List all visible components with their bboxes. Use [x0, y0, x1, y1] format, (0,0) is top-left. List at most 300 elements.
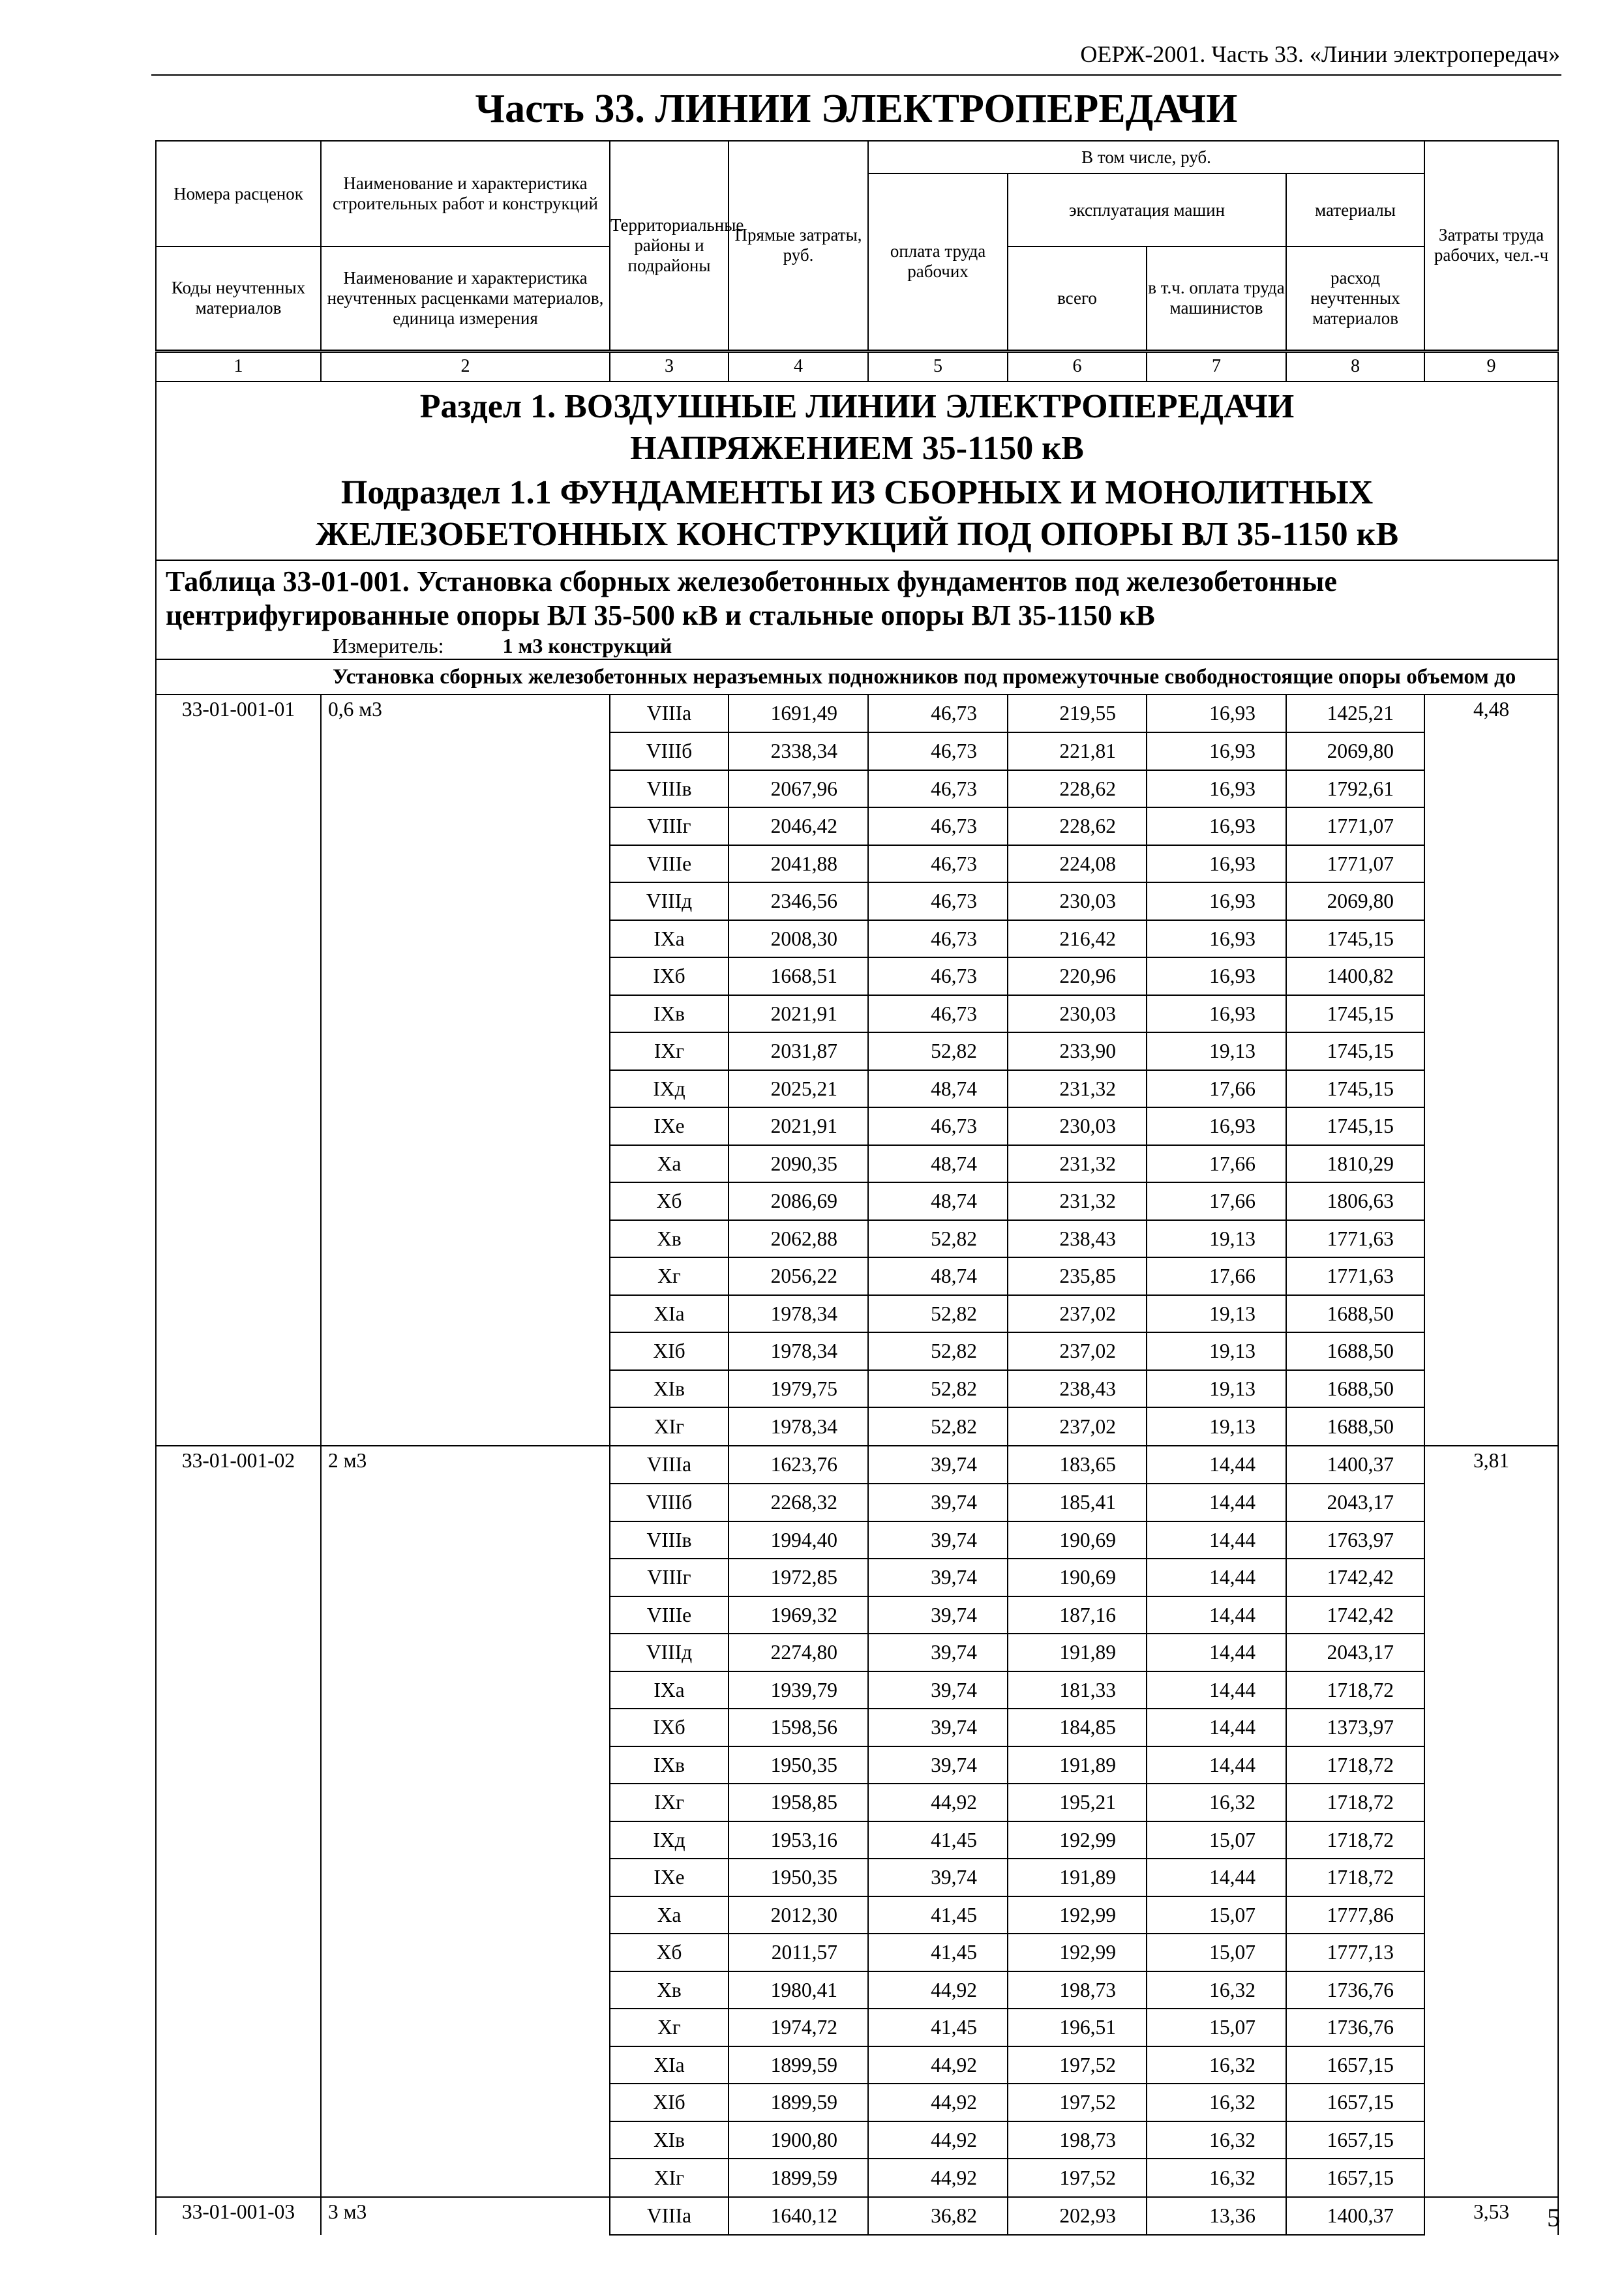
direct-costs: 1950,35 [729, 1746, 868, 1784]
worker-pay: 52,82 [868, 1407, 1008, 1446]
measure-label: Измеритель: [333, 633, 444, 657]
rate-code [156, 1821, 321, 1859]
machines-total: 198,73 [1008, 2121, 1147, 2159]
table-row [156, 1821, 1558, 1859]
work-volume [321, 1634, 610, 1671]
table-row [156, 882, 1558, 920]
labor-costs [1424, 1784, 1558, 1821]
table-row [156, 807, 1558, 845]
rate-code [156, 2009, 321, 2046]
table-row [156, 1446, 1558, 1484]
machinist-pay: 14,44 [1147, 1559, 1286, 1596]
machines-total: 231,32 [1008, 1182, 1147, 1220]
work-volume [321, 2159, 610, 2197]
work-volume [321, 920, 610, 958]
table-row [156, 1107, 1558, 1145]
work-description: Установка сборных железобетонных неразъемных подножников под промежуточные свободностоящие опоры объемом до [156, 659, 1558, 695]
work-volume [321, 770, 610, 808]
territorial-region: Xг [610, 1257, 729, 1295]
worker-pay: 39,74 [868, 1521, 1008, 1559]
table-row [156, 2121, 1558, 2159]
machinist-pay: 16,93 [1147, 695, 1286, 733]
table-body [156, 382, 1558, 2236]
rate-code [156, 882, 321, 920]
labor-costs [1424, 957, 1558, 995]
materials-cost: 1777,13 [1286, 1934, 1424, 1971]
materials-cost: 1688,50 [1286, 1370, 1424, 1408]
work-volume [321, 1295, 610, 1333]
labor-costs [1424, 2046, 1558, 2084]
column-number: 6 [1008, 351, 1147, 382]
table-row [156, 1971, 1558, 2009]
header-material-names: Наименование и характеристика неучтенных расценками материалов, единица измерения [321, 247, 610, 351]
machines-total: 191,89 [1008, 1859, 1147, 1896]
worker-pay: 39,74 [868, 1484, 1008, 1521]
table-row [156, 1559, 1558, 1596]
machines-total: 216,42 [1008, 920, 1147, 958]
table-row [156, 1407, 1558, 1446]
table-row [156, 1671, 1558, 1709]
direct-costs: 1958,85 [729, 1784, 868, 1821]
direct-costs: 2346,56 [729, 882, 868, 920]
rate-code [156, 1971, 321, 2009]
column-number: 7 [1147, 351, 1286, 382]
machinist-pay: 19,13 [1147, 1332, 1286, 1370]
materials-cost: 1400,37 [1286, 2197, 1424, 2236]
worker-pay: 46,73 [868, 695, 1008, 733]
work-volume [321, 1220, 610, 1258]
direct-costs: 1668,51 [729, 957, 868, 995]
materials-cost: 1742,42 [1286, 1559, 1424, 1596]
territorial-region: IXе [610, 1107, 729, 1145]
worker-pay: 46,73 [868, 1107, 1008, 1145]
machines-total: 202,93 [1008, 2197, 1147, 2236]
direct-costs: 1899,59 [729, 2046, 868, 2084]
rates-table [155, 140, 1559, 2236]
materials-cost: 1771,63 [1286, 1257, 1424, 1295]
labor-costs [1424, 1859, 1558, 1896]
table-row [156, 1896, 1558, 1934]
work-volume [321, 1257, 610, 1295]
labor-costs [1424, 1484, 1558, 1521]
materials-cost: 1400,37 [1286, 1446, 1424, 1484]
work-volume [321, 1521, 610, 1559]
table-row [156, 2159, 1558, 2197]
labor-costs [1424, 1971, 1558, 2009]
territorial-region: VIIIе [610, 845, 729, 883]
direct-costs: 1950,35 [729, 1859, 868, 1896]
rate-code [156, 1484, 321, 1521]
territorial-region: XIв [610, 1370, 729, 1408]
worker-pay: 46,73 [868, 732, 1008, 770]
column-number: 8 [1286, 351, 1424, 382]
header-labor-costs: Затраты труда рабочих, чел.-ч [1424, 141, 1558, 351]
territorial-region: VIIIд [610, 882, 729, 920]
materials-cost: 1745,15 [1286, 1032, 1424, 1070]
machinist-pay: 17,66 [1147, 1070, 1286, 1108]
worker-pay: 52,82 [868, 1370, 1008, 1408]
work-volume [321, 1821, 610, 1859]
worker-pay: 44,92 [868, 2084, 1008, 2121]
work-volume [321, 2084, 610, 2121]
table-row [156, 1484, 1558, 1521]
table-row [156, 2046, 1558, 2084]
machines-total: 238,43 [1008, 1220, 1147, 1258]
work-volume [321, 1559, 610, 1596]
labor-costs [1424, 770, 1558, 808]
worker-pay: 44,92 [868, 2046, 1008, 2084]
page-title: Часть 33. ЛИНИИ ЭЛЕКТРОПЕРЕДАЧИ [475, 87, 1238, 131]
rate-code [156, 770, 321, 808]
machines-total: 185,41 [1008, 1484, 1147, 1521]
materials-cost: 1810,29 [1286, 1145, 1424, 1183]
machinist-pay: 17,66 [1147, 1257, 1286, 1295]
rate-code [156, 995, 321, 1033]
machines-total: 192,99 [1008, 1934, 1147, 1971]
territorial-region: XIв [610, 2121, 729, 2159]
rate-code [156, 2121, 321, 2159]
direct-costs: 2021,91 [729, 995, 868, 1033]
machinist-pay: 15,07 [1147, 1934, 1286, 1971]
rate-code [156, 1070, 321, 1108]
labor-costs [1424, 1257, 1558, 1295]
labor-costs [1424, 882, 1558, 920]
direct-costs: 2041,88 [729, 845, 868, 883]
machines-total: 220,96 [1008, 957, 1147, 995]
rate-code [156, 1559, 321, 1596]
direct-costs: 1899,59 [729, 2084, 868, 2121]
worker-pay: 41,45 [868, 1896, 1008, 1934]
labor-costs [1424, 1295, 1558, 1333]
table-row [156, 1032, 1558, 1070]
labor-costs [1424, 1107, 1558, 1145]
rate-code [156, 1596, 321, 1634]
direct-costs: 2012,30 [729, 1896, 868, 1934]
table-row [156, 2009, 1558, 2046]
header-territorial-regions: Территориальные районы и подрайоны [610, 141, 729, 351]
machines-total: 183,65 [1008, 1446, 1147, 1484]
rate-code [156, 1671, 321, 1709]
territorial-region: Xа [610, 1145, 729, 1183]
worker-pay: 46,73 [868, 920, 1008, 958]
territorial-region: Xв [610, 1220, 729, 1258]
machines-total: 197,52 [1008, 2084, 1147, 2121]
table-row [156, 2197, 1558, 2236]
work-volume [321, 1370, 610, 1408]
machines-total: 196,51 [1008, 2009, 1147, 2046]
territorial-region: Xб [610, 1934, 729, 1971]
machines-total: 231,32 [1008, 1145, 1147, 1183]
worker-pay: 48,74 [868, 1182, 1008, 1220]
worker-pay: 44,92 [868, 2159, 1008, 2197]
header-work-name: Наименование и характеристика строительных работ и конструкций [321, 141, 610, 247]
direct-costs: 2338,34 [729, 732, 868, 770]
machinist-pay: 16,93 [1147, 882, 1286, 920]
rate-code [156, 1709, 321, 1746]
territorial-region: Xа [610, 1896, 729, 1934]
rate-code [156, 1145, 321, 1183]
rate-code [156, 1220, 321, 1258]
worker-pay: 39,74 [868, 1671, 1008, 1709]
direct-costs: 1939,79 [729, 1671, 868, 1709]
work-volume [321, 2121, 610, 2159]
worker-pay: 44,92 [868, 1784, 1008, 1821]
work-volume [321, 1484, 610, 1521]
table-header [156, 141, 1558, 382]
labor-costs [1424, 1220, 1558, 1258]
machines-total: 191,89 [1008, 1634, 1147, 1671]
column-number: 5 [868, 351, 1008, 382]
direct-costs: 1994,40 [729, 1521, 868, 1559]
labor-costs [1424, 1370, 1558, 1408]
machinist-pay: 19,13 [1147, 1370, 1286, 1408]
machines-total: 237,02 [1008, 1295, 1147, 1333]
labor-costs [1424, 920, 1558, 958]
territorial-region: VIIIг [610, 1559, 729, 1596]
machines-total: 233,90 [1008, 1032, 1147, 1070]
materials-cost: 1745,15 [1286, 1070, 1424, 1108]
labor-costs [1424, 1145, 1558, 1183]
territorial-region: IXб [610, 1709, 729, 1746]
direct-costs: 2046,42 [729, 807, 868, 845]
territorial-region: IXе [610, 1859, 729, 1896]
table-row [156, 995, 1558, 1033]
materials-cost: 2043,17 [1286, 1484, 1424, 1521]
direct-costs: 1640,12 [729, 2197, 868, 2236]
labor-costs [1424, 2159, 1558, 2197]
materials-cost: 1777,86 [1286, 1896, 1424, 1934]
territorial-region: XIа [610, 2046, 729, 2084]
table-row [156, 1182, 1558, 1220]
worker-pay: 36,82 [868, 2197, 1008, 2236]
table-row [156, 1295, 1558, 1333]
direct-costs: 1953,16 [729, 1821, 868, 1859]
territorial-region: IXд [610, 1070, 729, 1108]
labor-costs [1424, 1559, 1558, 1596]
territorial-region: IXв [610, 1746, 729, 1784]
rate-code [156, 1370, 321, 1408]
rate-code [156, 1784, 321, 1821]
territorial-region: VIIIа [610, 1446, 729, 1484]
direct-costs: 1980,41 [729, 1971, 868, 2009]
machines-total: 230,03 [1008, 1107, 1147, 1145]
materials-cost: 1742,42 [1286, 1596, 1424, 1634]
territorial-region: VIIIг [610, 807, 729, 845]
header-material-consumption: расход неучтенных материалов [1286, 247, 1424, 351]
rate-code: 33-01-001-02 [156, 1446, 321, 1484]
territorial-region: Xг [610, 2009, 729, 2046]
worker-pay: 52,82 [868, 1332, 1008, 1370]
materials-cost: 2069,80 [1286, 732, 1424, 770]
machines-total: 231,32 [1008, 1070, 1147, 1108]
rate-code [156, 1107, 321, 1145]
rate-code [156, 732, 321, 770]
worker-pay: 52,82 [868, 1220, 1008, 1258]
table-row [156, 1596, 1558, 1634]
direct-costs: 1691,49 [729, 695, 868, 733]
work-volume [321, 1182, 610, 1220]
materials-cost: 1718,72 [1286, 1746, 1424, 1784]
machines-total: 181,33 [1008, 1671, 1147, 1709]
territorial-region: IXв [610, 995, 729, 1033]
worker-pay: 46,73 [868, 882, 1008, 920]
machines-total: 228,62 [1008, 807, 1147, 845]
materials-cost: 1718,72 [1286, 1821, 1424, 1859]
labor-costs [1424, 1407, 1558, 1446]
direct-costs: 1972,85 [729, 1559, 868, 1596]
column-number: 1 [156, 351, 321, 382]
machines-total: 187,16 [1008, 1596, 1147, 1634]
work-volume [321, 1896, 610, 1934]
rate-code: 33-01-001-03 [156, 2197, 321, 2236]
machinist-pay: 16,93 [1147, 732, 1286, 770]
table-row [156, 920, 1558, 958]
column-number: 3 [610, 351, 729, 382]
labor-costs [1424, 2084, 1558, 2121]
labor-costs [1424, 1521, 1558, 1559]
materials-cost: 1657,15 [1286, 2159, 1424, 2197]
work-volume [321, 882, 610, 920]
machines-total: 184,85 [1008, 1709, 1147, 1746]
worker-pay: 52,82 [868, 1032, 1008, 1070]
machinist-pay: 16,32 [1147, 2121, 1286, 2159]
running-header: ОЕРЖ-2001. Часть 33. «Линии электропередач» [1080, 41, 1560, 67]
column-number: 4 [729, 351, 868, 382]
machinist-pay: 17,66 [1147, 1182, 1286, 1220]
work-volume [321, 1145, 610, 1183]
header-material-codes: Коды неучтенных материалов [156, 247, 321, 351]
labor-costs [1424, 807, 1558, 845]
work-volume [321, 1596, 610, 1634]
materials-cost: 1688,50 [1286, 1407, 1424, 1446]
work-volume [321, 1407, 610, 1446]
territorial-region: XIб [610, 2084, 729, 2121]
materials-cost: 1425,21 [1286, 695, 1424, 733]
materials-cost: 1657,15 [1286, 2121, 1424, 2159]
subsection-title: Подраздел 1.1 ФУНДАМЕНТЫ ИЗ СБОРНЫХ И МОНОЛИТНЫХ ЖЕЛЕЗОБЕТОННЫХ КОНСТРУКЦИЙ ПОД ОПОРЫ ВЛ 35-1150 кВ [315, 473, 1399, 553]
labor-costs [1424, 2009, 1558, 2046]
machines-total: 224,08 [1008, 845, 1147, 883]
labor-costs: 3,53 [1424, 2197, 1558, 2236]
rate-code [156, 1332, 321, 1370]
machines-total: 192,99 [1008, 1821, 1147, 1859]
materials-cost: 1688,50 [1286, 1295, 1424, 1333]
table-row [156, 1934, 1558, 1971]
table-row [156, 1257, 1558, 1295]
materials-cost: 1771,07 [1286, 807, 1424, 845]
worker-pay: 39,74 [868, 1596, 1008, 1634]
worker-pay: 46,73 [868, 957, 1008, 995]
territorial-region: VIIIа [610, 695, 729, 733]
machines-total: 190,69 [1008, 1559, 1147, 1596]
territorial-region: Xб [610, 1182, 729, 1220]
materials-cost: 2069,80 [1286, 882, 1424, 920]
table-row [156, 1521, 1558, 1559]
header-machinist-pay: в т.ч. оплата труда машинистов [1147, 247, 1286, 351]
materials-cost: 1771,07 [1286, 845, 1424, 883]
table-row [156, 1220, 1558, 1258]
machinist-pay: 15,07 [1147, 2009, 1286, 2046]
machinist-pay: 14,44 [1147, 1596, 1286, 1634]
page-number: 5 [1547, 2203, 1560, 2232]
materials-cost: 1763,97 [1286, 1521, 1424, 1559]
territorial-region: VIIIе [610, 1596, 729, 1634]
table-caption-block [156, 560, 1558, 659]
rate-code [156, 845, 321, 883]
direct-costs: 2011,57 [729, 1934, 868, 1971]
rate-code [156, 807, 321, 845]
section-titles [156, 382, 1558, 560]
machines-total: 191,89 [1008, 1746, 1147, 1784]
direct-costs: 1978,34 [729, 1407, 868, 1446]
materials-cost: 1718,72 [1286, 1671, 1424, 1709]
header-machine-operation: эксплуатация машин [1008, 173, 1286, 247]
machinist-pay: 14,44 [1147, 1709, 1286, 1746]
work-volume [321, 1859, 610, 1896]
machinist-pay: 14,44 [1147, 1446, 1286, 1484]
direct-costs: 1979,75 [729, 1370, 868, 1408]
machines-total: 230,03 [1008, 882, 1147, 920]
section-title: Раздел 1. ВОЗДУШНЫЕ ЛИНИИ ЭЛЕКТРОПЕРЕДАЧИ НАПРЯЖЕНИЕМ 35-1150 кВ [419, 387, 1295, 467]
rate-code [156, 1407, 321, 1446]
direct-costs: 1974,72 [729, 2009, 868, 2046]
materials-cost: 1657,15 [1286, 2046, 1424, 2084]
territorial-region: VIIIб [610, 1484, 729, 1521]
worker-pay: 41,45 [868, 1934, 1008, 1971]
machinist-pay: 16,32 [1147, 1971, 1286, 2009]
machinist-pay: 16,93 [1147, 957, 1286, 995]
machines-total: 235,85 [1008, 1257, 1147, 1295]
territorial-region: VIIIв [610, 1521, 729, 1559]
labor-costs [1424, 1896, 1558, 1934]
rate-code [156, 1859, 321, 1896]
machinist-pay: 14,44 [1147, 1521, 1286, 1559]
work-volume [321, 732, 610, 770]
work-volume [321, 1032, 610, 1070]
machinist-pay: 19,13 [1147, 1220, 1286, 1258]
labor-costs [1424, 1596, 1558, 1634]
worker-pay: 39,74 [868, 1559, 1008, 1596]
direct-costs: 2268,32 [729, 1484, 868, 1521]
rate-code [156, 1295, 321, 1333]
machinist-pay: 15,07 [1147, 1896, 1286, 1934]
work-volume: 3 м3 [321, 2197, 610, 2236]
machines-total: 228,62 [1008, 770, 1147, 808]
territorial-region: VIIIа [610, 2197, 729, 2236]
table-row [156, 1070, 1558, 1108]
labor-costs [1424, 1332, 1558, 1370]
materials-cost: 1400,82 [1286, 957, 1424, 995]
table-caption: Таблица 33-01-001. Установка сборных железобетонных фундаментов под железобетонные центрифугированные опоры ВЛ 35-500 кВ и стальные опоры ВЛ 35-1150 кВ [166, 565, 1337, 631]
work-volume [321, 995, 610, 1033]
table-row [156, 1784, 1558, 1821]
materials-cost: 1771,63 [1286, 1220, 1424, 1258]
materials-cost: 1373,97 [1286, 1709, 1424, 1746]
work-volume [321, 807, 610, 845]
labor-costs [1424, 1934, 1558, 1971]
materials-cost: 1718,72 [1286, 1859, 1424, 1896]
materials-cost: 1792,61 [1286, 770, 1424, 808]
territorial-region: IXг [610, 1032, 729, 1070]
machinist-pay: 16,32 [1147, 2084, 1286, 2121]
rate-code [156, 1896, 321, 1934]
rate-code [156, 2159, 321, 2197]
worker-pay: 39,74 [868, 1746, 1008, 1784]
direct-costs: 2021,91 [729, 1107, 868, 1145]
work-volume [321, 1971, 610, 2009]
table-row [156, 695, 1558, 733]
rate-code [156, 1032, 321, 1070]
